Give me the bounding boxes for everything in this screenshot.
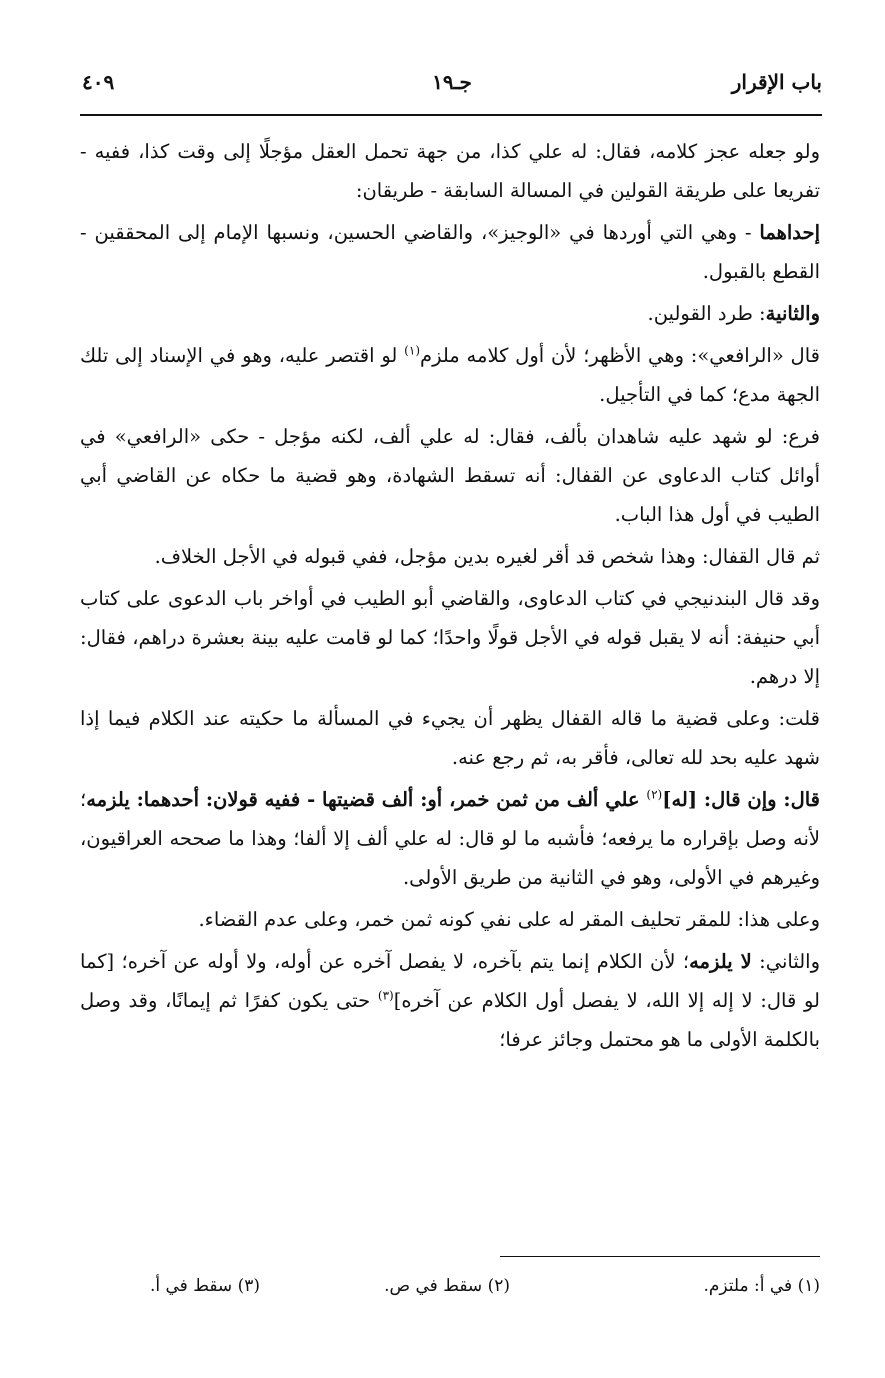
paragraph: [80, 780, 820, 897]
paragraph-lead: إحداهما: [759, 221, 820, 244]
running-header: [82, 70, 822, 104]
matn-text: علي ألف من ثمن خمر، أو: ألف قضيتها: [322, 788, 647, 811]
matn-text: - ففيه قولان:: [199, 788, 323, 811]
matn-text: قال: وإن قال: [له]: [662, 788, 821, 811]
paragraph-text: قال «الرافعي»: وهي الأظهر؛ لأن أول كلامه ملزم: [420, 344, 820, 367]
paragraph: [80, 213, 820, 291]
matn-text: لا يلزمه: [689, 950, 752, 973]
paragraph-text: والثاني:: [751, 950, 820, 973]
footnote-marker: (٢): [646, 787, 663, 802]
footnote-3: (٣) سقط في أ.: [149, 1276, 260, 1296]
paragraph: وقد قال البندنيجي في كتاب الدعاوى، والقاضي أبو الطيب في أواخر باب الدعوى على كتاب أبي حنيفة: أنه لا يقبل قوله في الأجل قولًا واحدًا؛ كما لو قامت عليه بينة بعشرة دراهم، فقال: إلا درهم.: [80, 587, 820, 688]
paragraph: وعلى هذا: للمقر تحليف المقر له على نفي كونه ثمن خمر، وعلى عدم القضاء.: [198, 908, 820, 931]
paragraph: قلت: وعلى قضية ما قاله القفال يظهر أن يجيء في المسألة ما حكيته عند الكلام فيما إذا شهد عليه بحد لله تعالى، فأقر به، ثم رجع عنه.: [80, 707, 820, 769]
footnote-2: (٢) سقط في ص.: [384, 1276, 510, 1296]
paragraph-text: ؛ لأن الكلام إنما يتم بآخره، لا يفصل آخره عن أوله، ولا أوله عن آخره؛ [كما لو قال: لا إله إلا الله، لا يفصل أول الكلام عن آخره]: [80, 950, 820, 1012]
footnote-divider: [500, 1256, 820, 1257]
paragraph: ولو جعله عجز كلامه، فقال: له علي كذا، من جهة تحمل العقل مؤجلًا إلى وقت كذا، ففيه - تفريعا على طريقة القولين في المسالة السابقة - طريقان:: [80, 140, 820, 202]
footnote-marker: (٣): [377, 988, 394, 1003]
footnote-1: (١) في أ: ملتزم.: [703, 1276, 820, 1296]
paragraph-text: حتى يكون كفرًا ثم إيمانًا، وقد وصل بالكلمة الأولى ما هو محتمل وجائز عرفا؛: [80, 989, 820, 1051]
volume-label: جـ١٩: [432, 70, 472, 94]
header-divider: [80, 114, 822, 116]
page-number: ٤٠٩: [82, 70, 115, 94]
paragraph: [80, 294, 820, 333]
matn-text: أحدهما: يلزمه: [86, 788, 199, 811]
paragraph: [80, 336, 820, 414]
paragraph-lead: والثانية: [765, 302, 820, 325]
paragraph-text: لو اقتصر عليه، وهو في الإسناد إلى تلك الجهة مدع؛ كما في التأجيل.: [80, 344, 820, 406]
footnotes: [80, 1276, 820, 1306]
paragraph-text: - وهي التي أوردها في «الوجيز»، والقاضي الحسين، ونسبها الإمام إلى المحققين - القطع بالقبول.: [80, 221, 820, 283]
footnote-marker: (١): [404, 343, 420, 358]
body-text: [80, 132, 820, 1059]
paragraph: فرع: لو شهد عليه شاهدان بألف، فقال: له علي ألف، لكنه مؤجل - حكى «الرافعي» في أوائل كتاب الدعاوى عن القفال: أنه تسقط الشهادة، وهو قضية ما حكاه عن القاضي أبي الطيب في أول هذا الباب.: [80, 425, 820, 526]
paragraph-text: : طرد القولين.: [647, 302, 766, 325]
paragraph: [80, 942, 820, 1059]
paragraph-text: ؛ لأنه وصل بإقراره ما يرفعه؛ فأشبه ما لو قال: له علي ألف إلا ألفا؛ وهذا ما صححه العراقيون، وغيرهم في الأولى، وهو في الثانية من طريق الأولى.: [80, 788, 820, 889]
paragraph: ثم قال القفال: وهذا شخص قد أقر لغيره بدين مؤجل، ففي قبوله في الأجل الخلاف.: [154, 545, 820, 568]
chapter-title: باب الإقرار: [731, 70, 822, 94]
